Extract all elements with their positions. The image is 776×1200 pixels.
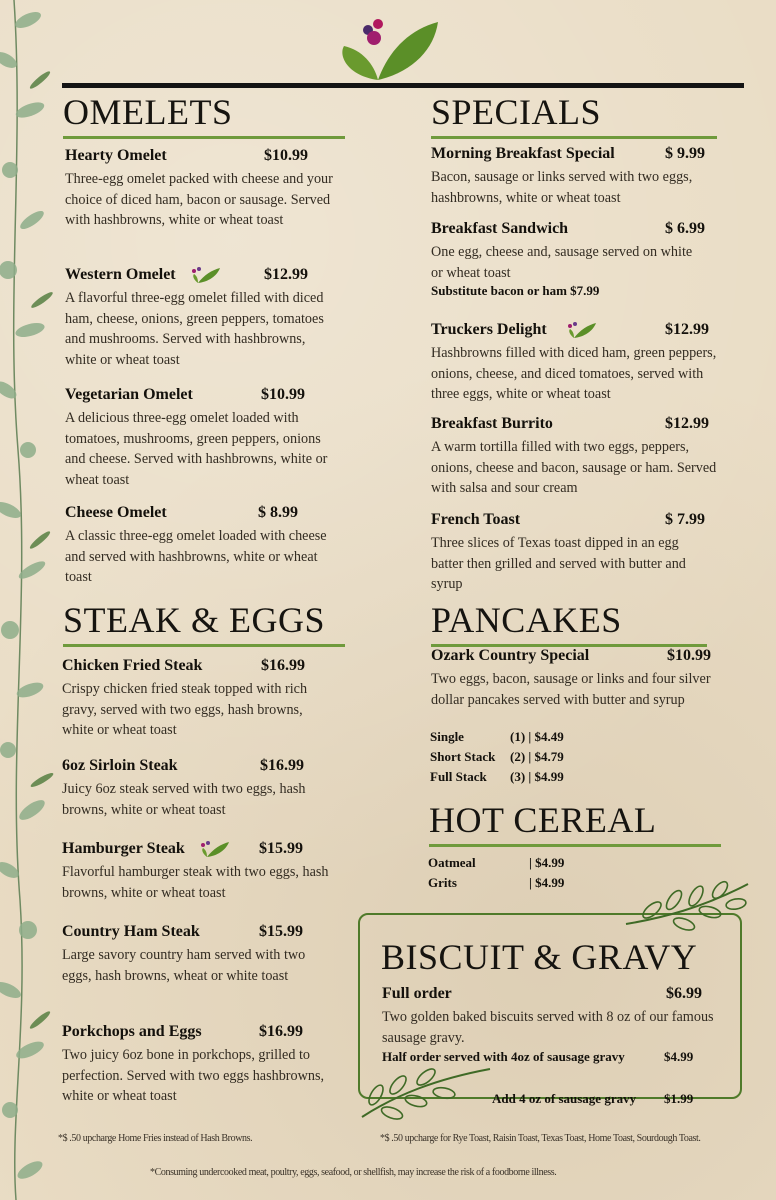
cereal-row-grits	[428, 875, 628, 895]
row-label: Full Stack	[430, 769, 487, 784]
item-name: French Toast	[431, 511, 521, 528]
cereal-heading: HOT CEREAL	[429, 800, 657, 840]
row-label: Grits	[428, 875, 457, 890]
cereal-row-oatmeal	[428, 855, 628, 875]
item-description: Two juicy 6oz bone in porkchops, grilled to perfection. Served with two eggs hashbrowns, white or wheat toast	[62, 1047, 325, 1104]
pancake-row-full-stack	[430, 769, 630, 789]
menu-item-porkchops-and-eggs	[62, 1023, 352, 1107]
item-description: Flavorful hamburger steak with two eggs, hash browns, white or wheat toast	[62, 864, 329, 901]
item-description: Crispy chicken fried steak topped with rich gravy, served with two eggs, hash browns, white or wheat toast	[62, 681, 308, 738]
row-price: | $4.99	[529, 855, 565, 870]
biscuit-half-order	[382, 1049, 712, 1069]
olive-branch-decoration	[622, 878, 754, 936]
cereal-rule	[429, 844, 721, 847]
item-description: Two eggs, bacon, sausage or links and four silver dollar pancakes served with butter and syrup	[431, 671, 711, 708]
item-name: Truckers Delight	[431, 321, 547, 338]
pancake-sizes	[430, 729, 630, 789]
note-home-fries: *$ .50 upcharge Home Fries instead of Hash Browns.	[58, 1133, 253, 1144]
menu-item-chicken-fried-steak	[62, 657, 352, 741]
menu-item-hamburger-steak	[62, 840, 352, 903]
row-label: Single	[430, 729, 464, 744]
item-price: $12.99	[665, 415, 709, 432]
row-label: Add 4 oz of sausage gravy	[492, 1091, 637, 1106]
row-price: $1.99	[664, 1091, 694, 1106]
item-price: $16.99	[259, 1023, 303, 1040]
biscuit-add-gravy	[492, 1091, 712, 1111]
item-name: Breakfast Burrito	[431, 415, 553, 432]
menu-item-breakfast-burrito	[431, 415, 721, 499]
specials-heading: SPECIALS	[431, 92, 602, 132]
item-name: Western Omelet	[65, 266, 176, 283]
pancake-row-single	[430, 729, 630, 749]
item-description: One egg, cheese and, sausage served on white or wheat toast	[431, 244, 693, 281]
item-price: $12.99	[264, 266, 308, 283]
item-substitute-note: Substitute bacon or ham $7.99	[431, 283, 600, 298]
item-price: $ 7.99	[665, 511, 705, 528]
row-price: (1) | $4.49	[510, 729, 564, 744]
specials-rule	[431, 136, 717, 139]
item-name: Vegetarian Omelet	[65, 386, 193, 403]
steak-heading: STEAK & EGGS	[63, 600, 326, 640]
item-price: $16.99	[261, 657, 305, 674]
item-price: $16.99	[260, 757, 304, 774]
item-price: $10.99	[264, 147, 308, 164]
item-price: $ 8.99	[258, 504, 298, 521]
item-name: Porkchops and Eggs	[62, 1023, 202, 1040]
row-label: Half order served with 4oz of sausage gravy	[382, 1049, 625, 1064]
row-price: | $4.99	[529, 875, 565, 890]
item-name: Country Ham Steak	[62, 923, 200, 940]
item-price: $15.99	[259, 840, 303, 857]
omelets-section	[63, 92, 353, 139]
cereal-section	[429, 800, 719, 847]
berry-leaf-logo	[338, 16, 442, 84]
item-name: 6oz Sirloin Steak	[62, 757, 178, 774]
item-description: A classic three-egg omelet loaded with cheese and served with hashbrowns, white or wheat toast	[65, 528, 327, 585]
recommended-leaf-icon	[199, 840, 231, 858]
pancakes-section	[431, 600, 721, 647]
item-price: $15.99	[259, 923, 303, 940]
omelets-rule	[63, 136, 345, 139]
item-price: $6.99	[666, 985, 702, 1002]
row-price: $4.99	[664, 1049, 694, 1064]
menu-item-country-ham-steak	[62, 923, 352, 986]
item-price: $10.99	[667, 647, 711, 664]
note-toast-upcharge: *$ .50 upcharge for Rye Toast, Raisin Toast, Texas Toast, Home Toast, Sourdough Toast.	[380, 1133, 701, 1144]
item-price: $ 6.99	[665, 220, 705, 237]
pancakes-heading: PANCAKES	[431, 600, 622, 640]
recommended-leaf-icon	[190, 266, 222, 284]
item-price: $12.99	[665, 321, 709, 338]
item-name: Chicken Fried Steak	[62, 657, 203, 674]
recommended-leaf-icon	[565, 321, 599, 339]
item-description: A flavorful three-egg omelet filled with diced ham, cheese, onions, green peppers, tomatoes and mushrooms. Served with hashbrowns, white or wheat toast	[65, 290, 324, 368]
item-description: Juicy 6oz steak served with two eggs, hash browns, white or wheat toast	[62, 781, 306, 818]
item-name: Full order	[382, 985, 452, 1002]
item-name: Breakfast Sandwich	[431, 220, 569, 237]
item-description: Three-egg omelet packed with cheese and your choice of diced ham, bacon or sausage. Served with hashbrowns, white or wheat toast	[65, 171, 333, 228]
item-description: Bacon, sausage or links served with two eggs, hashbrowns, white or wheat toast	[431, 169, 693, 206]
cereal-list	[428, 855, 628, 895]
row-price: (3) | $4.99	[510, 769, 564, 784]
item-description: Large savory country ham served with two eggs, hash browns, wheat or white toast	[62, 947, 306, 984]
row-label: Short Stack	[430, 749, 496, 764]
biscuit-heading: BISCUIT & GRAVY	[381, 937, 698, 977]
row-label: Oatmeal	[428, 855, 476, 870]
item-description: Two golden baked biscuits served with 8 oz of our famous sausage gravy.	[382, 1009, 714, 1046]
menu-item-hearty-omelet	[65, 147, 355, 231]
item-name: Ozark Country Special	[431, 647, 590, 664]
eucalyptus-vine-decoration	[0, 0, 60, 1200]
item-description: A warm tortilla filled with two eggs, peppers, onions, cheese and bacon, sausage or ham. Served with salsa and sour cream	[431, 439, 717, 496]
menu-item-ozark-country-special	[431, 647, 731, 710]
menu-item-truckers-delight	[431, 321, 721, 405]
steak-section	[63, 600, 353, 647]
pancake-row-short-stack	[430, 749, 630, 769]
item-name: Morning Breakfast Special	[431, 145, 615, 162]
steak-rule	[63, 644, 345, 647]
item-description: Hashbrowns filled with diced ham, green peppers, onions, cheese, and diced tomatoes, served with three eggs, white or wheat toast	[431, 345, 717, 402]
item-name: Cheese Omelet	[65, 504, 167, 521]
omelets-heading: OMELETS	[63, 92, 233, 132]
item-name: Hearty Omelet	[65, 147, 167, 164]
menu-item-western-omelet	[65, 266, 355, 370]
menu-item-biscuit-full-order	[382, 985, 712, 1048]
item-price: $10.99	[261, 386, 305, 403]
menu-item-french-toast	[431, 511, 721, 595]
menu-item-sirloin-steak	[62, 757, 352, 820]
row-price: (2) | $4.79	[510, 749, 564, 764]
top-divider	[62, 83, 744, 88]
menu-item-morning-breakfast-special	[431, 145, 721, 208]
item-description: A delicious three-egg omelet loaded with tomatoes, mushrooms, green peppers, onions and cheese. Served with hashbrowns, white or wheat toast	[65, 410, 328, 488]
item-price: $ 9.99	[665, 145, 705, 162]
menu-item-breakfast-sandwich	[431, 220, 721, 299]
item-name: Hamburger Steak	[62, 840, 185, 857]
note-consumer-advisory: *Consuming undercooked meat, poultry, eggs, seafood, or shellfish, may increase the risk of a foodborne illness.	[150, 1167, 557, 1178]
item-description: Three slices of Texas toast dipped in an egg batter then grilled and served with butter and syrup	[431, 535, 686, 592]
menu-item-cheese-omelet	[65, 504, 355, 588]
menu-item-vegetarian-omelet	[65, 386, 355, 490]
specials-section	[431, 92, 721, 139]
